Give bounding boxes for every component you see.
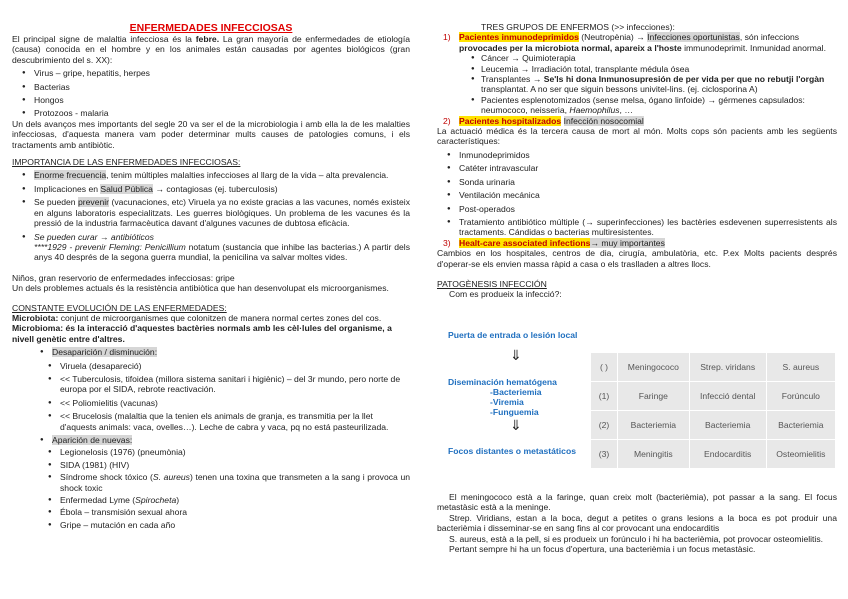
grupo-3 [437, 238, 837, 248]
grupo-item-2 [437, 116, 837, 126]
list-item: ● << Tuberculosis, tifoidea (millora sistema sanitari i higiènic) – del 3r mundo, pero norte de europa por el SIDA, rebrote reactivación. [12, 374, 410, 395]
flow-sub-bacteriemia: -Bacteriemia [490, 387, 542, 397]
flow-sub-viremia: -Viremia [490, 397, 524, 407]
table-cell: Forúnculo [766, 382, 835, 411]
list-item: ● Inmunodeprimidos [437, 150, 837, 160]
table-header-row [591, 353, 836, 382]
item-italic: Spirocheta [135, 495, 177, 506]
desaparicion-group [12, 347, 410, 357]
highlight-text: Healt-care associated infections [459, 237, 591, 248]
list-item [12, 347, 410, 357]
table-row [591, 440, 836, 469]
table-cell: Bacteriemia [766, 411, 835, 440]
item-text: ) [176, 495, 180, 506]
item-text: , tenim múltiples malalties infeccioses al llarg de la vida – alta prevalencia. [106, 170, 389, 181]
intro-text: El principal signe de malaltia infecciosa és la [12, 34, 192, 44]
grupo-1-sublist [459, 53, 837, 115]
closing-paragraph: El meningococo està a la faringe, quan creix molt (bacterièmia), pot passar a la sang. El focus metastàsic està a la meninge. [437, 492, 837, 513]
item-text: Enfermedad Lyme ( [60, 495, 136, 506]
table-row [591, 382, 836, 411]
item-text: ) tenen una toxina que transmeten a la sang i provoca un shock toxic [60, 472, 410, 493]
hospital-paragraph: La actuació médica és la tercera causa de mort al món. Molts cops són pacients amb les següents característiques: [437, 126, 837, 147]
grupos-heading: TRES GRUPOS DE ENFERMOS (>> infecciones): [481, 22, 675, 32]
table-cell: ( ) [591, 353, 618, 382]
highlight-text: prevenir [78, 197, 110, 208]
aparicion-group [12, 435, 410, 445]
intro-rest: La gran mayoría de enfermedades de etiología (causa) conocida en el hombre y en los animales están causadas por agentes biológicos (gran descubrimiento del s. XX): [12, 34, 410, 65]
table-cell: (1) [591, 382, 618, 411]
desaparicion-list [12, 361, 410, 432]
flow-step-dissemination: Diseminación hematógena [448, 377, 557, 387]
problemes-paragraph: Un dels problemes actuals és la resistència antibiòtica que han desenvolupat els microorganismes. [12, 283, 389, 294]
item-text: → contagiosas (ej. tuberculosis) [155, 183, 278, 194]
list-item [12, 472, 410, 493]
healthcare-paragraph: Cambios en los hospitales, centros de dia, cirugía, ambulatòria, etc. P.ex Molts pacients després d'operar-se els envien massa ràpid a casa o els traslladen a altres llocs. [437, 248, 837, 269]
table-row [591, 411, 836, 440]
item-text: Implicaciones en [34, 183, 99, 194]
table-cell: (2) [591, 411, 618, 440]
highlight-text: Infecciones oportunistas [647, 32, 740, 43]
group-label: Desaparición / disminución: [52, 347, 158, 358]
grupo-item-3 [437, 238, 837, 248]
item-italic: Se pueden curar → antibióticos [34, 231, 154, 242]
intro-bold: febre. [195, 34, 220, 44]
highlight-text: Pacientes inmunodeprimidos [459, 32, 579, 43]
highlight-text: Salud Pública [100, 183, 153, 194]
table-cell: (3) [591, 440, 618, 469]
microbiota-paragraph [12, 313, 410, 323]
list-item: ● Ébola – transmisión sexual ahora [12, 507, 410, 517]
list-item [459, 95, 837, 116]
note-text: notatum (sustancia que inhibe las bacterias.) A partir dels anys 40 després de la segona guerra mundial, la penicilina va salvar moltes vides. [34, 241, 411, 263]
pathogens-table [590, 352, 836, 469]
table-cell: Infecció dental [689, 382, 766, 411]
list-item [459, 74, 837, 95]
closing-paragraph: Strep. Viridians, estan a la boca, degut a petites o grans lesions a la boca es pot produir una bacterièmia i disseminar-se en sang fins al cor provocant una endocarditis [437, 512, 837, 534]
table-cell: Meningitis [618, 440, 690, 469]
section-heading-importancia: IMPORTANCIA DE LAS ENFERMEDADES INFECCIOSAS: [12, 157, 241, 168]
list-item: ● Viruela (desapareció) [12, 361, 410, 371]
term-text: conjunt de microorganismes que colonitzen de manera normal certes zones del cos. [60, 312, 382, 323]
item-text: immunodeprimit. Inmunidad anormal. [684, 42, 826, 53]
item-number: 1) [443, 32, 451, 43]
list-item [12, 435, 410, 445]
table-cell: Strep. viridans [689, 353, 766, 382]
item-text: (vacunaciones, etc) Viruela ya no existe gracias a las vacunes, només existeix en alguns laboratoris especialitzats. Les guerres biològiques. Un problema de les vacunes és la pressió de la industria farmacèutica davant d'algunes vacunes de dubtosa eficàcia. [34, 197, 411, 229]
table-cell: S. aureus [766, 353, 835, 382]
microbioma-paragraph [12, 323, 410, 344]
term-label: Microbioma: [12, 323, 64, 334]
importancia-list [12, 170, 410, 262]
agents-list [12, 68, 410, 119]
item-italic: Haemophilus [569, 105, 620, 116]
flow-sub-funguemia: -Funguemia [490, 407, 539, 417]
term-text: és la interacció d'aquestes bactèries normals amb les cèl·lules del organisme, a nivell genètic entre d'altres. [12, 323, 392, 344]
item-text: , són infeccions [739, 32, 800, 43]
list-item: ● Catéter intravascular [437, 163, 837, 173]
item-text: transplantat. A no ser que siguin bessons univitel-lins. (ej. ciclosporina A) [481, 84, 758, 95]
down-arrow-icon: ⇓ [510, 417, 522, 433]
item-number: 2) [443, 115, 451, 126]
item-text: Síndrome shock tóxico ( [60, 472, 153, 483]
list-item: ● << Poliomielitis (vacunas) [12, 398, 410, 408]
left-column [12, 0, 410, 530]
list-item [12, 197, 410, 228]
section-heading-evolucion: CONSTANTE EVOLUCIÓN DE LAS ENFERMEDADES: [12, 302, 227, 313]
flow-step-metastatic: Focos distantes o metastáticos [448, 446, 576, 456]
list-item: ● Virus – gripe, hepatitis, herpes [12, 68, 410, 78]
list-item: ● Gripe – mutación en cada año [12, 520, 410, 530]
highlight-text: → muy importantes [590, 237, 665, 248]
closing-paragraph: S. aureus, està a la pell, si es produeix un forúnculo i hi ha bacterièmia, pot provocar osteomielitis. [449, 533, 824, 544]
item-text: Se pueden [34, 197, 76, 208]
list-item [12, 170, 410, 180]
section-heading-patogenesis: PATOGÈNESIS INFECCIÓN [437, 278, 547, 289]
grupo-item-1 [437, 32, 837, 115]
closing-notes [437, 492, 837, 554]
table-cell: Meningococo [618, 353, 690, 382]
list-item: ● Legionelosis (1976) (pneumònia) [12, 447, 410, 457]
list-item [12, 184, 410, 194]
table-cell: Endocarditis [689, 440, 766, 469]
flow-step-entry: Puerta de entrada o lesión local [448, 330, 578, 340]
item-bold: Se'ls hi dona Inmunosupresión de per vida per que no rebutji l'orgàn [543, 74, 825, 85]
list-item [12, 232, 410, 263]
item-italic: S. aureus [152, 472, 190, 483]
highlight-text: Infección nosocomial [563, 115, 644, 126]
item-bold: provocades per la microbiota normal, apareix a l'hoste [459, 42, 682, 53]
item-number: 3) [443, 237, 451, 248]
item-text: (Neutropènia) → [581, 32, 645, 43]
highlight-text: Enorme frecuencia [34, 170, 107, 181]
grupos-list [437, 32, 837, 126]
group-label: Aparición de nuevas: [52, 435, 133, 445]
list-item [12, 495, 410, 505]
list-item: ● << Brucelosis (malaltia que la tenien els animals de granja, es transmitia per la llet d'aquests animals: vaca, ovelles…). Leche de cabra y vaca, pq no está pasteurilizada. [12, 411, 410, 432]
right-column [437, 0, 837, 300]
list-item: ● Ventilación mecánica [437, 190, 837, 200]
note-italic: ****1929 - prevenir Fleming: Penicillium [34, 241, 186, 252]
item-text: Pacientes esplenotomizados (sense melsa, ógano linfoide) → gérmenes capsulados: neumococo, neisseria, [481, 94, 805, 116]
aparicion-list [12, 447, 410, 530]
list-item: ● Hongos [12, 95, 410, 105]
table-cell: Bacteriemia [689, 411, 766, 440]
intro-paragraph [12, 34, 410, 65]
page-title: ENFERMEDADES INFECCIOSAS [129, 22, 293, 34]
list-item: ● Tratamiento antibiótico múltiple (→ superinfecciones) les bactèries esdevenen superresistents als tractaments. Cándidas o bacterias multiresistentes. [437, 217, 837, 238]
list-item: ● Post-operados [437, 204, 837, 214]
patogenesis-subtitle: Com es produeix la infecció?: [449, 289, 562, 300]
advances-paragraph: Un dels avanços mes importants del segle 20 va ser el de la microbiologia i amb ella la de les malalties infecciosas, d'aquesta manera vam poder determinar mults causes de patologies comuns, i els tractaments amb antibiòtic. [12, 118, 410, 150]
list-item: ● Protozoos - malaria [12, 108, 410, 118]
list-item: ● Leucemia → Irradiación total, transplante médula ósea [459, 64, 837, 74]
item-text: Transplantes → [481, 74, 542, 85]
table-cell: Faringe [618, 382, 690, 411]
table-cell: Osteomielitis [766, 440, 835, 469]
table-cell: Bacteriemia [618, 411, 690, 440]
list-item: ● Sonda urinaria [437, 177, 837, 187]
down-arrow-icon: ⇓ [510, 347, 522, 363]
list-item: ● Cáncer → Quimioterapia [459, 53, 837, 63]
list-item: ● Bacterias [12, 82, 410, 92]
closing-paragraph: Pertant sempre hi ha un focus d'opertura, una bacterièmia i un focus metastàsic. [449, 544, 756, 555]
item-text: , … [619, 105, 633, 116]
hospital-list [437, 150, 837, 238]
ninos-paragraph: Niños, gran reservorio de enfermedades infecciosas: gripe [12, 272, 235, 283]
highlight-text: Pacientes hospitalizados [459, 115, 562, 126]
list-item: ● SIDA (1981) (HIV) [12, 460, 410, 470]
term-label: Microbiota: [12, 312, 59, 323]
